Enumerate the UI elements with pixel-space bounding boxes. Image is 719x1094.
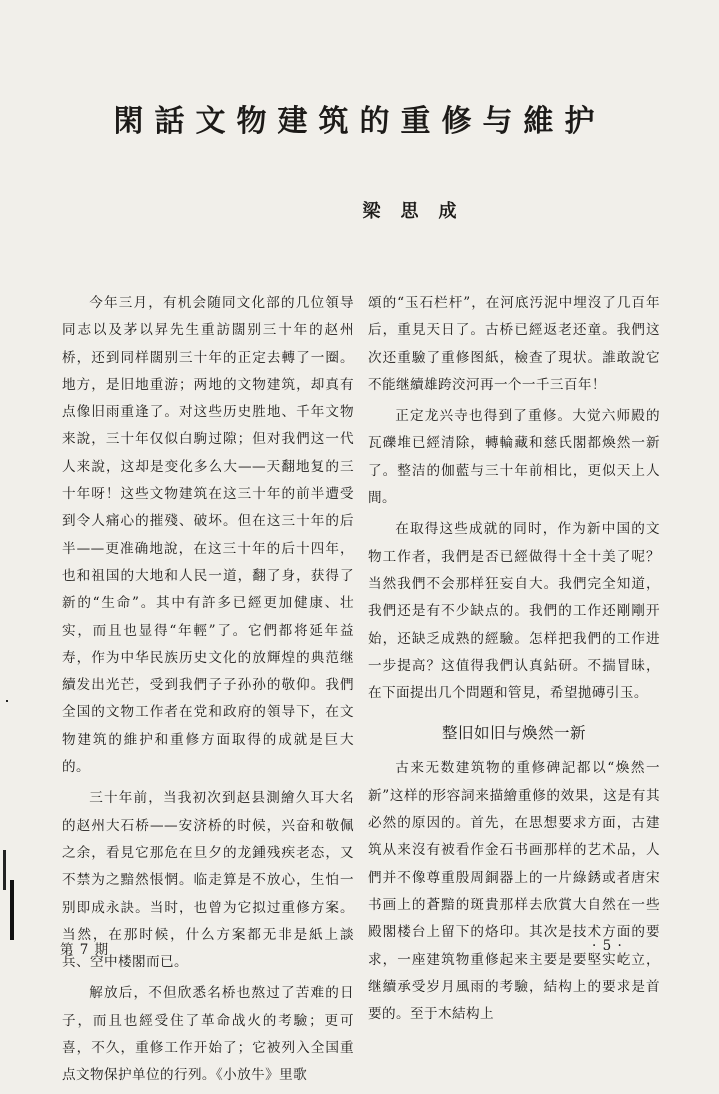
article-author: 梁思成: [362, 201, 477, 222]
paragraph-continued: 頌的“玉石栏杆”，在河底汚泥中埋沒了几百年后，重見天日了。古桥已經返老还童。我們这次还重驗了重修图紙，檢查了現状。誰敢說它不能继續雄跨洨河再一个一千三百年！: [368, 295, 660, 393]
right-column: [368, 290, 660, 1032]
paragraph: 古来无数建筑物的重修碑記都以“煥然一新”这样的形容詞来描繪重修的效果，这是有其必然的原因的。首先，在思想要求方面，古建筑从来沒有被看作金石书画那样的艺术品，人們并不像尊重殷周銅器上的一片綠銹或者唐宋书画上的蒼黯的斑貴那样去欣賞大自然在一些殿閣楼台上留下的烙印。其次是技术方面的要求，一座建筑物重修起来主要是要堅实屹立，继續承受岁月風雨的考驗，結构上的要求是首要的。至于木結构上: [368, 760, 660, 1023]
issue-number: 第 7 期: [60, 942, 110, 958]
left-column: [62, 290, 354, 1094]
paragraph: 在取得这些成就的同时，作为新中国的文物工作者，我們是否已經做得十全十美了呢？当然我們不会那样狂妄自大。我們完全知道，我們还是有不少缺点的。我們的工作还剛剛开始，还缺乏成熟的經驗。怎样把我們的工作进一步提高？这值得我們认真鉆研。不揣冒昧，在下面提出几个問題和管見，希望拋磚引玉。: [368, 521, 660, 702]
scan-edge-mark: [3, 850, 6, 890]
article-title: 閑話文物建筑的重修与維护: [113, 104, 606, 139]
paragraph: 正定龙兴寺也得到了重修。大觉六师殿的瓦礫堆已經清除，轉輪藏和慈氏閣都煥然一新了。整洁的伽藍与三十年前相比，更似天上人間。: [368, 408, 660, 507]
page-number: · 5 ·: [592, 938, 623, 954]
paragraph: 解放后，不但欣悉名桥也熬过了苦难的日子，而且也經受住了革命战火的考驗；更可喜，不久，重修工作开始了；它被列入全国重点文物保护单位的行列。《小放牛》里歌: [62, 985, 354, 1084]
scan-edge-dot: [6, 700, 8, 702]
paragraph: 今年三月，有机会随同文化部的几位領导同志以及茅以昇先生重訪闊别三十年的赵州桥，还到同样闊别三十年的正定去轉了一圈。地方，是旧地重游；两地的文物建筑，却真有点像旧雨重逢了。对这些历史胜地、千年文物来說，三十年仅似白駒过隙；但对我們这一代人来說，这却是变化多么大——天翻地复的三十年呀！这些文物建筑在这三十年的前半遭受到令人痛心的摧殘、破坏。但在这三十年的后半——更准确地說，在这三十年的后十四年，也和祖国的大地和人民一道，翻了身，获得了新的“生命”。其中有許多已經更加健康、壮实，而且也显得“年輕”了。它們都将延年益寿，作为中华民族历史文化的放輝煌的典范继續发出光芒，受到我們子子孙孙的敬仰。我們全国的文物工作者在党和政府的領导下，在文物建筑的維护和重修方面取得的成就是巨大的。: [62, 295, 354, 776]
scan-edge-mark: [10, 880, 14, 940]
paragraph: 三十年前，当我初次到赵县測繪久耳大名的赵州大石桥——安济桥的时候，兴奋和敬佩之余，看見它那危在旦夕的龙鍾残疾老态，又不禁为之黯然悵惘。临走算是不放心，生怕一别即成永訣。当时，也曾为它拟过重修方案。当然，在那时候，什么方案都无非是紙上談兵、空中楼閣而已。: [62, 790, 354, 971]
section-heading: 整旧如旧与煥然一新: [441, 724, 586, 743]
